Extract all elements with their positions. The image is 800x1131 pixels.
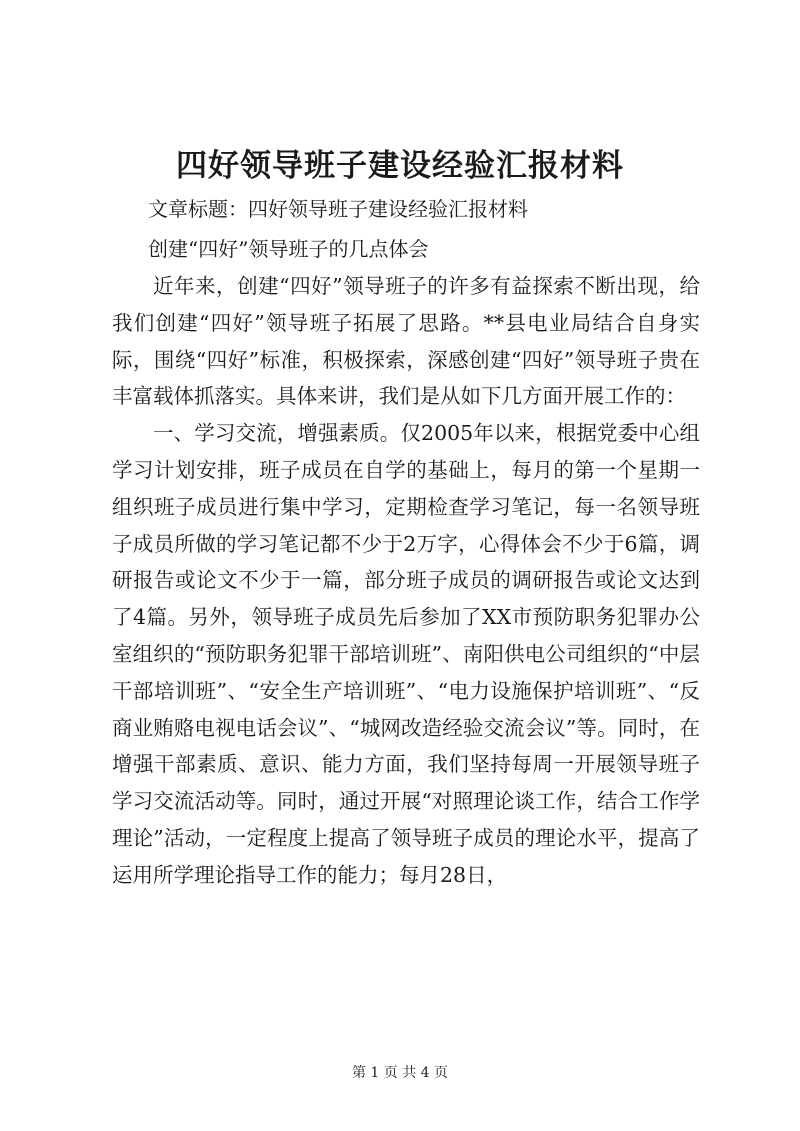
article-heading: 文章标题：四好领导班子建设经验汇报材料: [148, 197, 528, 221]
body-text: [112, 268, 700, 894]
paragraph-intro: 近年来，创建“四好”领导班子的许多有益探索不断出现，给我们创建“四好”领导班子拓展了思路。**县电业局结合自身实际，围绕“四好”标准，积极探索，深感创建“四好”领导班子贵在丰富载体抓落实。具体来讲，我们是从如下几方面开展工作的：: [112, 274, 700, 409]
document-title: 四好领导班子建设经验汇报材料: [176, 148, 624, 184]
page-footer: 第 1 页 共 4 页: [351, 1065, 449, 1081]
subheading: 创建“四好”领导班子的几点体会: [148, 237, 429, 261]
paragraph-section-one: 一、学习交流，增强素质。仅2005年以来，根据党委中心组学习计划安排，班子成员在自学的基础上，每月的第一个星期一组织班子成员进行集中学习，定期检查学习笔记，每一名领导班子成员所做的学习笔记都不少于2万字，心得体会不少于6篇，调研报告或论文不少于一篇，部分班子成员的调研报告或论文达到了4篇。另外，领导班子成员先后参加了XX市预防职务犯罪办公室组织的“预防职务犯罪干部培训班”、南阳供电公司组织的“中层干部培训班”、“安全生产培训班”、“电力设施保护培训班”、“反商业贿赂电视电话会议”、“城网改造经验交流会议”等。同时，在增强干部素质、意识、能力方面，我们坚持每周一开展领导班子学习交流活动等。同时，通过开展“对照理论谈工作，结合工作学理论”活动，一定程度上提高了领导班子成员的理论水平，提高了运用所学理论指导工作的能力；每月28日，: [112, 421, 700, 887]
